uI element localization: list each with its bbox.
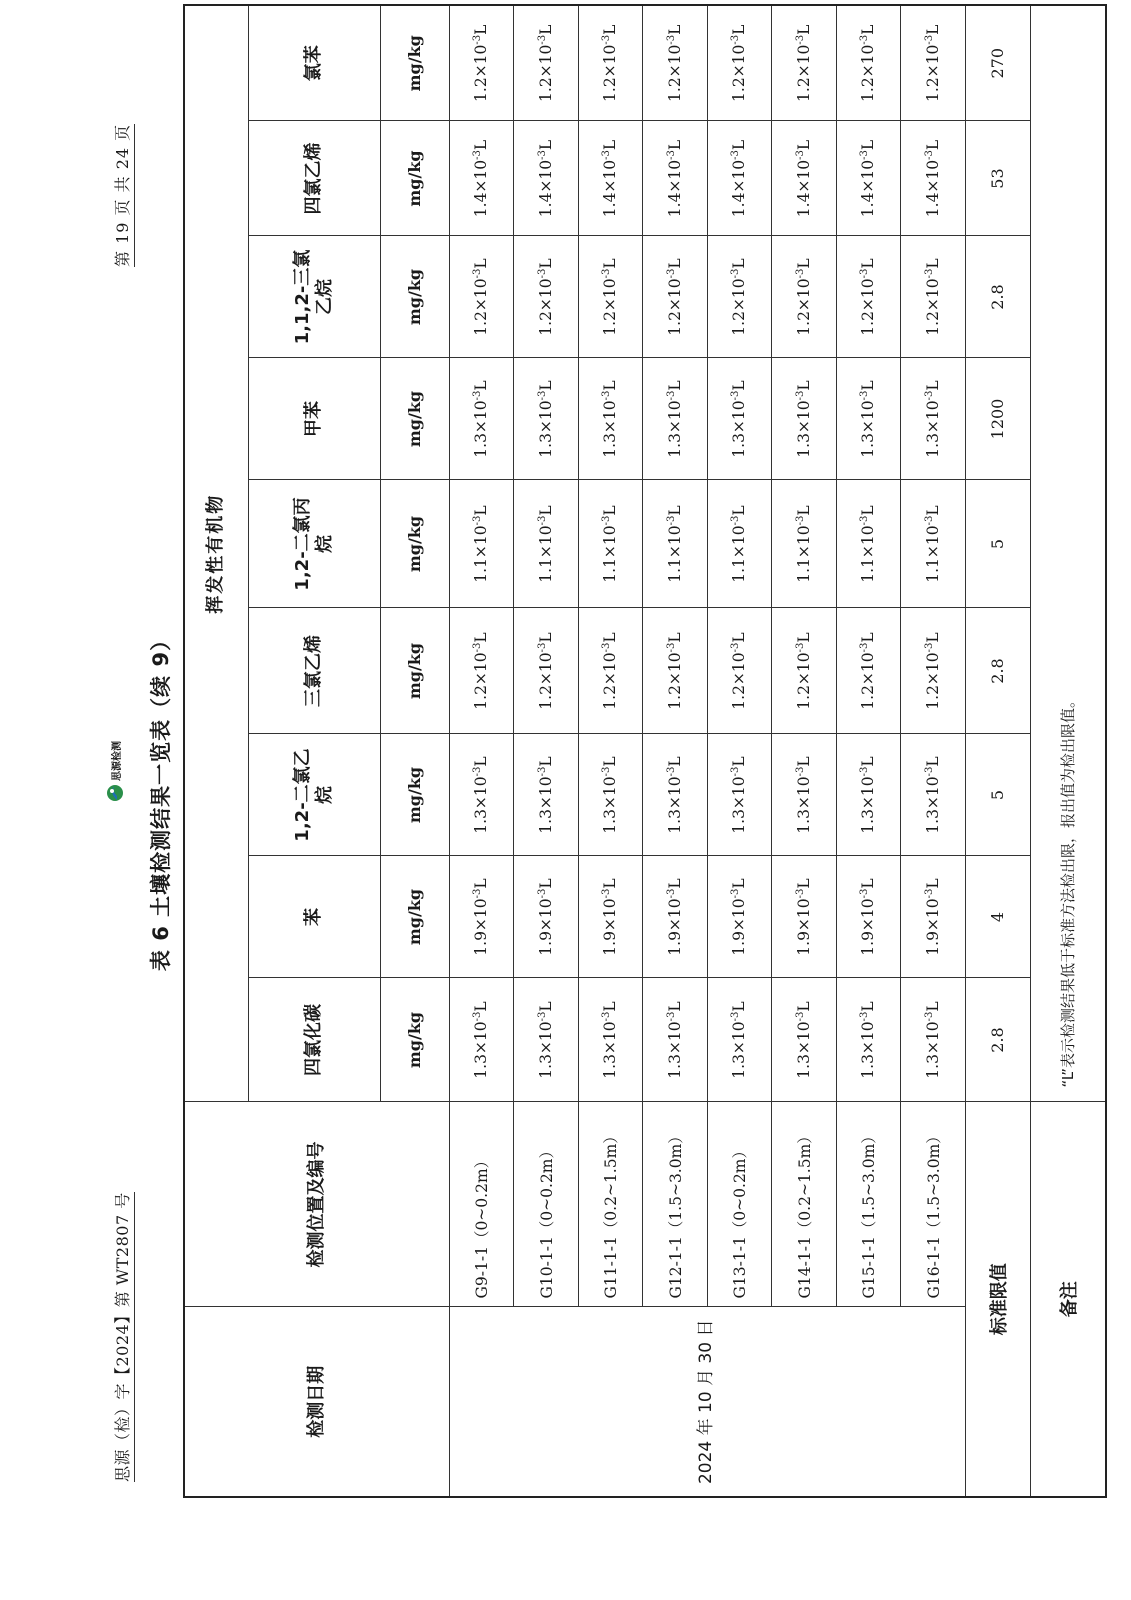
result-value: $1.3\times 10^{-3}L$ [578,978,643,1102]
result-value: $1.2\times 10^{-3}L$ [772,608,837,734]
result-value: $1.9\times 10^{-3}L$ [772,856,837,978]
result-value: $1.9\times 10^{-3}L$ [643,856,708,978]
result-value: $1.2\times 10^{-3}L$ [514,236,579,358]
result-value: $1.3\times 10^{-3}L$ [707,978,772,1102]
sample-location: G16-1-1（1.5~3.0m） [901,1102,966,1307]
analyte-header: 甲苯 [248,358,380,480]
sample-location: G15-1-1（1.5~3.0m） [836,1102,901,1307]
result-value: $1.3\times 10^{-3}L$ [643,978,708,1102]
result-value: $1.3\times 10^{-3}L$ [707,358,772,480]
result-value: $1.2\times 10^{-3}L$ [772,236,837,358]
analyte-header: 1,2-二氯丙烷 [248,480,380,608]
header-row-group [184,5,248,1497]
standard-limit-value: 53 [965,121,1030,236]
notes-label: 备注 [1030,1102,1106,1497]
table-title: 表 6 土壤检测结果一览表（续 9） [149,628,173,972]
result-value: $1.2\times 10^{-3}L$ [643,5,708,121]
result-value: $1.3\times 10^{-3}L$ [707,734,772,856]
result-value: $1.2\times 10^{-3}L$ [578,236,643,358]
result-value: $1.1\times 10^{-3}L$ [643,480,708,608]
analyte-header: 四氯乙烯 [248,121,380,236]
unit-header: mg/kg [380,480,449,608]
result-value: $1.2\times 10^{-3}L$ [836,5,901,121]
unit-header: mg/kg [380,734,449,856]
result-value: $1.3\times 10^{-3}L$ [643,358,708,480]
result-value: $1.2\times 10^{-3}L$ [707,5,772,121]
analyte-header: 苯 [248,856,380,978]
result-value: $1.1\times 10^{-3}L$ [772,480,837,608]
result-value: $1.1\times 10^{-3}L$ [514,480,579,608]
result-value: $1.3\times 10^{-3}L$ [643,734,708,856]
sample-location: G14-1-1（0.2~1.5m） [772,1102,837,1307]
table-row [836,5,901,1497]
result-value: $1.4\times 10^{-3}L$ [449,121,514,236]
sample-location: G9-1-1（0~0.2m） [449,1102,514,1307]
result-value: $1.3\times 10^{-3}L$ [836,978,901,1102]
table-body [449,5,1106,1497]
result-value: $1.2\times 10^{-3}L$ [514,5,579,121]
result-value: $1.2\times 10^{-3}L$ [901,608,966,734]
standard-limit-value: 2.8 [965,978,1030,1102]
analyte-header: 1,1,2-三氯乙烷 [248,236,380,358]
result-value: $1.3\times 10^{-3}L$ [901,734,966,856]
table-row [707,5,772,1497]
result-value: $1.3\times 10^{-3}L$ [449,358,514,480]
result-value: $1.3\times 10^{-3}L$ [578,358,643,480]
result-value: $1.9\times 10^{-3}L$ [707,856,772,978]
soil-results-table [183,4,1107,1498]
result-value: $1.4\times 10^{-3}L$ [901,121,966,236]
standard-limit-row [965,5,1030,1497]
result-value: $1.1\times 10^{-3}L$ [578,480,643,608]
unit-header: mg/kg [380,121,449,236]
result-value: $1.3\times 10^{-3}L$ [449,978,514,1102]
result-value: $1.4\times 10^{-3}L$ [707,121,772,236]
page-number: 第 19 页 共 24 页 [110,124,135,267]
result-value: $1.3\times 10^{-3}L$ [772,734,837,856]
standard-limit-value: 2.8 [965,608,1030,734]
standard-limit-value: 4 [965,856,1030,978]
result-value: $1.9\times 10^{-3}L$ [836,856,901,978]
unit-header: mg/kg [380,608,449,734]
result-value: $1.2\times 10^{-3}L$ [449,608,514,734]
result-value: $1.2\times 10^{-3}L$ [901,5,966,121]
result-value: $1.1\times 10^{-3}L$ [901,480,966,608]
result-value: $1.2\times 10^{-3}L$ [836,236,901,358]
result-value: $1.2\times 10^{-3}L$ [707,608,772,734]
unit-header: mg/kg [380,856,449,978]
unit-header: mg/kg [380,358,449,480]
analyte-header: 1,2-二氯乙烷 [248,734,380,856]
standard-limit-value: 1200 [965,358,1030,480]
sample-location: G12-1-1（1.5~3.0m） [643,1102,708,1307]
result-value: $1.2\times 10^{-3}L$ [449,5,514,121]
unit-header: mg/kg [380,5,449,121]
result-value: $1.3\times 10^{-3}L$ [514,978,579,1102]
logo-text: 思源检测 [111,741,123,781]
result-value: $1.3\times 10^{-3}L$ [772,358,837,480]
result-value: $1.1\times 10^{-3}L$ [836,480,901,608]
result-value: $1.4\times 10^{-3}L$ [514,121,579,236]
result-value: $1.3\times 10^{-3}L$ [514,734,579,856]
unit-header: mg/kg [380,978,449,1102]
notes-row [1030,5,1106,1497]
standard-limit-label: 标准限值 [965,1102,1030,1497]
analyte-header: 四氯化碳 [248,978,380,1102]
table-row [514,5,579,1497]
result-value: $1.9\times 10^{-3}L$ [449,856,514,978]
result-value: $1.2\times 10^{-3}L$ [514,608,579,734]
result-value: $1.3\times 10^{-3}L$ [772,978,837,1102]
sample-location: G11-1-1（0.2~1.5m） [578,1102,643,1307]
sample-location: G10-1-1（0~0.2m） [514,1102,579,1307]
result-value: $1.4\times 10^{-3}L$ [578,121,643,236]
company-logo [106,741,124,802]
table-row [901,5,966,1497]
result-value: $1.4\times 10^{-3}L$ [772,121,837,236]
standard-limit-value: 5 [965,734,1030,856]
notes-text: “L”表示检测结果低于标准方法检出限，报出值为检出限值。 [1030,5,1106,1102]
result-value: $1.9\times 10^{-3}L$ [578,856,643,978]
standard-limit-value: 2.8 [965,236,1030,358]
header-location: 检测位置及编号 [184,1102,449,1307]
result-value: $1.3\times 10^{-3}L$ [901,358,966,480]
result-value: $1.3\times 10^{-3}L$ [836,358,901,480]
unit-header: mg/kg [380,236,449,358]
result-value: $1.9\times 10^{-3}L$ [514,856,579,978]
result-value: $1.2\times 10^{-3}L$ [772,5,837,121]
result-value: $1.2\times 10^{-3}L$ [449,236,514,358]
result-value: $1.4\times 10^{-3}L$ [643,121,708,236]
result-value: $1.2\times 10^{-3}L$ [643,608,708,734]
result-value: $1.3\times 10^{-3}L$ [449,734,514,856]
analyte-header: 氯苯 [248,5,380,121]
result-value: $1.3\times 10^{-3}L$ [901,978,966,1102]
analyte-header: 三氯乙烯 [248,608,380,734]
standard-limit-value: 5 [965,480,1030,608]
table-row [772,5,837,1497]
table-row [643,5,708,1497]
table-row [449,5,514,1497]
standard-limit-value: 270 [965,5,1030,121]
result-value: $1.2\times 10^{-3}L$ [578,5,643,121]
result-value: $1.9\times 10^{-3}L$ [901,856,966,978]
result-value: $1.3\times 10^{-3}L$ [578,734,643,856]
result-value: $1.1\times 10^{-3}L$ [707,480,772,608]
header-vocs-group: 挥发性有机物 [184,5,248,1102]
result-value: $1.2\times 10^{-3}L$ [643,236,708,358]
header-date: 检测日期 [184,1307,449,1497]
result-value: $1.3\times 10^{-3}L$ [514,358,579,480]
sample-location: G13-1-1（0~0.2m） [707,1102,772,1307]
sampling-date: 2024 年 10 月 30 日 [449,1307,965,1497]
result-value: $1.4\times 10^{-3}L$ [836,121,901,236]
result-value: $1.3\times 10^{-3}L$ [836,734,901,856]
result-value: $1.2\times 10^{-3}L$ [901,236,966,358]
result-value: $1.2\times 10^{-3}L$ [578,608,643,734]
report-number: 思源（检）字【2024】第 WT2807 号 [110,1192,135,1482]
result-value: $1.2\times 10^{-3}L$ [707,236,772,358]
table-row [578,5,643,1497]
logo-icon [106,784,124,802]
result-value: $1.2\times 10^{-3}L$ [836,608,901,734]
result-value: $1.1\times 10^{-3}L$ [449,480,514,608]
